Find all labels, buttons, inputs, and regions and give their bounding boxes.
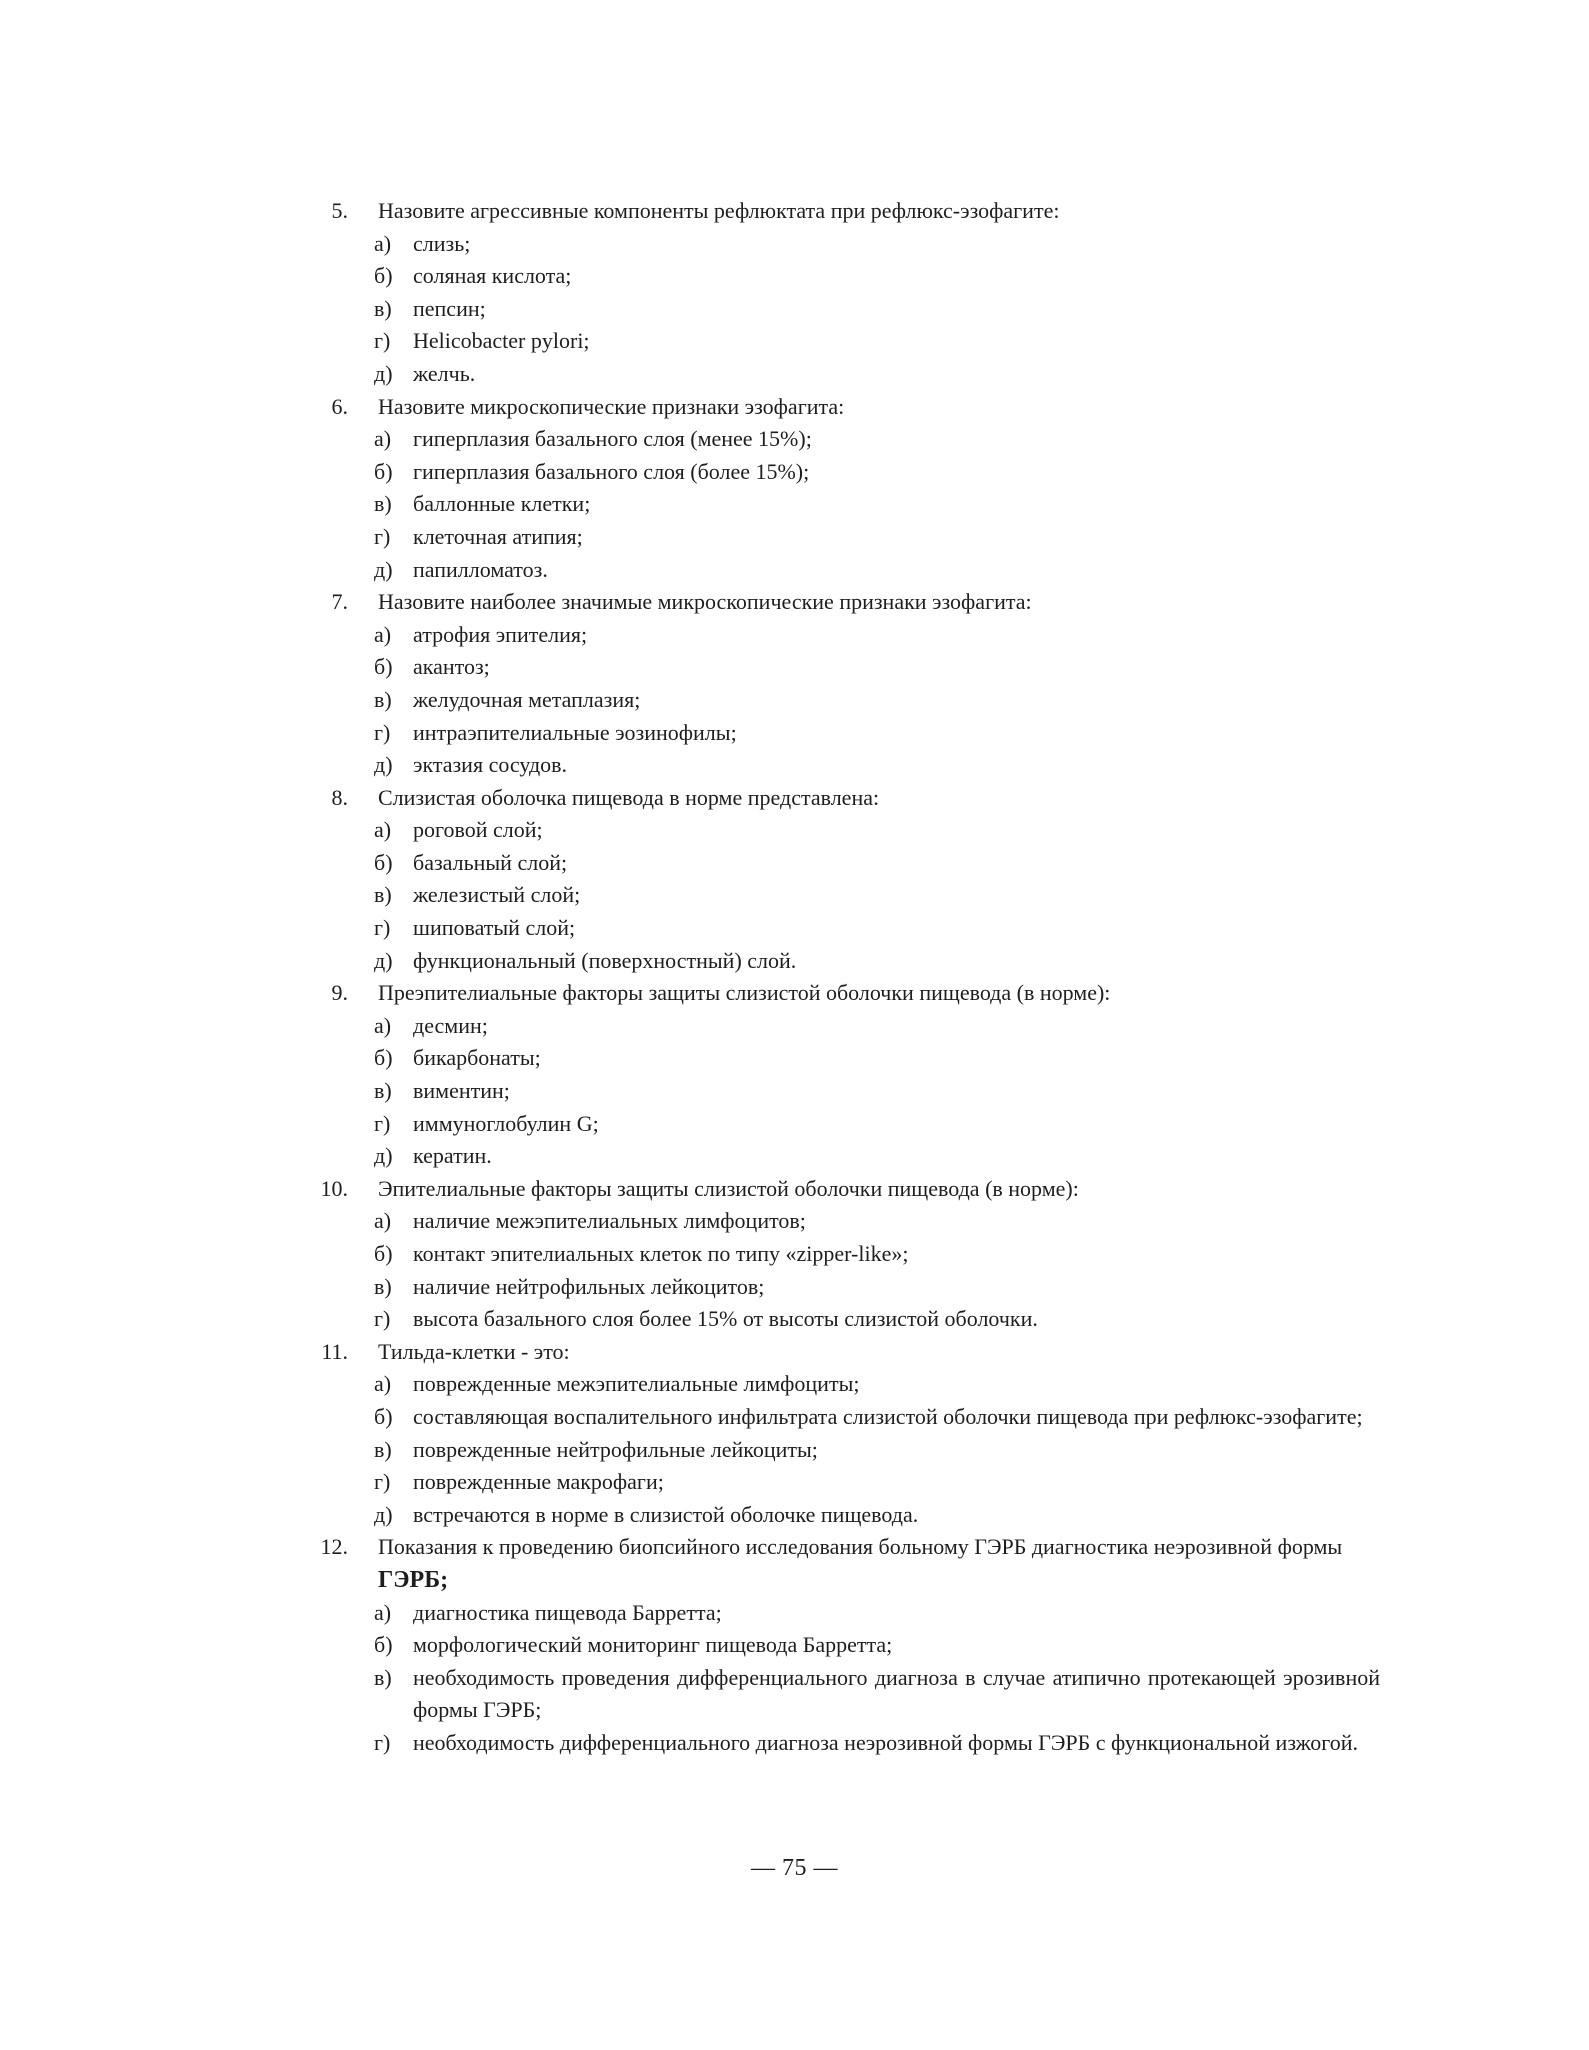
answer-option bbox=[300, 1401, 1380, 1434]
answer-option bbox=[300, 1597, 1380, 1630]
answer-list bbox=[300, 814, 1380, 977]
answer-option bbox=[300, 358, 1380, 391]
answer-text: десмин; bbox=[413, 1012, 488, 1038]
question-text-emphasis: ГЭРБ; bbox=[378, 1566, 449, 1593]
question-head bbox=[300, 782, 1380, 815]
answer-list bbox=[300, 1205, 1380, 1335]
answer-text: необходимость проведения дифференциального диагноза в случае атипично протекающей эрозивной формы ГЭРБ; bbox=[413, 1664, 1380, 1723]
question-text: Тильда-клетки - это: bbox=[378, 1338, 570, 1364]
answer-letter: а) bbox=[374, 1208, 392, 1234]
answer-option bbox=[300, 814, 1380, 847]
question-head bbox=[300, 977, 1380, 1010]
question-text: Эпителиальные факторы защиты слизистой оболочки пищевода (в норме): bbox=[378, 1175, 1079, 1201]
answer-text: необходимость дифференциального диагноза неэрозивной формы ГЭРБ с функциональной изжогой. bbox=[413, 1729, 1359, 1755]
answer-option bbox=[300, 945, 1380, 978]
question-5 bbox=[300, 195, 1380, 391]
answer-option bbox=[300, 749, 1380, 782]
answer-text: эктазия сосудов. bbox=[413, 752, 568, 778]
question-head bbox=[300, 586, 1380, 619]
answer-option bbox=[300, 1075, 1380, 1108]
answer-letter: в) bbox=[374, 882, 392, 908]
answer-text: поврежденные межэпителиальные лимфоциты; bbox=[413, 1371, 860, 1397]
answer-option bbox=[300, 651, 1380, 684]
answer-option bbox=[300, 1629, 1380, 1662]
answer-text: роговой слой; bbox=[413, 817, 543, 843]
answer-letter: г) bbox=[374, 1729, 391, 1755]
answer-list bbox=[300, 1368, 1380, 1531]
answer-letter: в) bbox=[374, 686, 392, 712]
answer-text: атрофия эпителия; bbox=[413, 621, 588, 647]
question-9 bbox=[300, 977, 1380, 1173]
answer-text: акантоз; bbox=[413, 654, 490, 680]
answer-option bbox=[300, 1010, 1380, 1043]
answer-text: железистый слой; bbox=[413, 882, 581, 908]
answer-letter: а) bbox=[374, 1599, 392, 1625]
answer-option bbox=[300, 423, 1380, 456]
page-number: — 75 — bbox=[751, 1855, 838, 1881]
answer-option bbox=[300, 912, 1380, 945]
answer-letter: г) bbox=[374, 328, 391, 354]
answer-letter: в) bbox=[374, 1664, 392, 1690]
answer-option bbox=[300, 554, 1380, 587]
question-head bbox=[300, 1531, 1380, 1596]
answer-text: поврежденные нейтрофильные лейкоциты; bbox=[413, 1436, 818, 1462]
answer-letter: д) bbox=[374, 556, 393, 582]
question-head bbox=[300, 195, 1380, 228]
answer-text: интраэпителиальные эозинофилы; bbox=[413, 719, 737, 745]
question-text: Назовите агрессивные компоненты рефлюктата при рефлюкс-эзофагите: bbox=[378, 198, 1060, 223]
question-6 bbox=[300, 391, 1380, 587]
answer-letter: в) bbox=[374, 1273, 392, 1299]
question-12 bbox=[300, 1531, 1380, 1759]
answer-list bbox=[300, 228, 1380, 391]
answer-letter: г) bbox=[374, 1469, 391, 1495]
answer-letter: д) bbox=[374, 1501, 393, 1527]
answer-text: бикарбонаты; bbox=[413, 1045, 541, 1071]
answer-list bbox=[300, 1597, 1380, 1760]
answer-option bbox=[300, 1368, 1380, 1401]
answer-option bbox=[300, 684, 1380, 717]
answer-option bbox=[300, 847, 1380, 880]
answer-option bbox=[300, 228, 1380, 261]
answer-letter: в) bbox=[374, 1078, 392, 1104]
question-text: Назовите микроскопические признаки эзофагита: bbox=[378, 393, 845, 419]
answer-option bbox=[300, 1108, 1380, 1141]
question-number: 12. bbox=[320, 1534, 348, 1560]
answer-letter: б) bbox=[374, 263, 393, 289]
answer-text: морфологический мониторинг пищевода Барретта; bbox=[413, 1632, 893, 1658]
answer-letter: д) bbox=[374, 360, 393, 386]
question-head bbox=[300, 391, 1380, 424]
answer-letter: г) bbox=[374, 1110, 391, 1136]
answer-letter: б) bbox=[374, 1241, 393, 1266]
answer-text: встречаются в норме в слизистой оболочке пищевода. bbox=[413, 1501, 919, 1527]
answer-text: функциональный (поверхностный) слой. bbox=[413, 947, 797, 973]
answer-letter: б) bbox=[374, 1632, 393, 1658]
answer-text: поврежденные макрофаги; bbox=[413, 1469, 664, 1495]
answer-text: наличие межэпителиальных лимфоцитов; bbox=[413, 1208, 806, 1234]
answer-text: папилломатоз. bbox=[413, 556, 548, 582]
answer-letter: д) bbox=[374, 947, 393, 973]
answer-option bbox=[300, 717, 1380, 750]
answer-option bbox=[300, 1140, 1380, 1173]
answer-text: желчь. bbox=[413, 360, 476, 386]
answer-list bbox=[300, 1010, 1380, 1173]
answer-letter: в) bbox=[374, 1436, 392, 1462]
answer-text: контакт эпителиальных клеток по типу «zipper-like»; bbox=[413, 1241, 909, 1266]
answer-option bbox=[300, 1662, 1380, 1727]
answer-option bbox=[300, 1205, 1380, 1238]
question-text: Преэпителиальные факторы защиты слизистой оболочки пищевода (в норме): bbox=[378, 980, 1111, 1006]
question-head bbox=[300, 1336, 1380, 1369]
question-text bbox=[378, 1531, 1380, 1596]
answer-text: пепсин; bbox=[413, 295, 486, 321]
answer-letter: а) bbox=[374, 426, 392, 452]
question-head bbox=[300, 1173, 1380, 1206]
answer-option bbox=[300, 456, 1380, 489]
answer-letter: г) bbox=[374, 719, 391, 745]
answer-letter: а) bbox=[374, 621, 392, 647]
answer-letter: б) bbox=[374, 654, 393, 680]
question-text-main: Показания к проведению биопсийного исследования больному ГЭРБ диагностика неэрозивной формы bbox=[378, 1534, 1343, 1560]
answer-option bbox=[300, 619, 1380, 652]
answer-text: клеточная атипия; bbox=[413, 523, 583, 549]
question-8 bbox=[300, 782, 1380, 978]
answer-letter: в) bbox=[374, 491, 392, 517]
answer-option bbox=[300, 1303, 1380, 1336]
answer-text: гиперплазия базального слоя (более 15%); bbox=[413, 458, 810, 484]
answer-letter: д) bbox=[374, 752, 393, 778]
question-7 bbox=[300, 586, 1380, 782]
question-text: Назовите наиболее значимые микроскопические признаки эзофагита: bbox=[378, 589, 1032, 615]
answer-list bbox=[300, 619, 1380, 782]
answer-text: диагностика пищевода Барретта; bbox=[413, 1599, 722, 1625]
question-number: 7. bbox=[331, 589, 348, 615]
answer-text: базальный слой; bbox=[413, 849, 568, 875]
answer-letter: б) bbox=[374, 849, 393, 875]
question-number: 5. bbox=[331, 198, 348, 223]
question-number: 11. bbox=[321, 1338, 348, 1364]
answer-letter: а) bbox=[374, 1012, 392, 1038]
answer-letter: г) bbox=[374, 1306, 391, 1332]
question-text: Слизистая оболочка пищевода в норме представлена: bbox=[378, 784, 880, 810]
question-number: 6. bbox=[331, 393, 348, 419]
question-10 bbox=[300, 1173, 1380, 1336]
answer-letter: г) bbox=[374, 915, 391, 941]
answer-text: баллонные клетки; bbox=[413, 491, 591, 517]
question-number: 8. bbox=[331, 784, 348, 810]
answer-option bbox=[300, 1434, 1380, 1467]
answer-text: составляющая воспалительного инфильтрата слизистой оболочки пищевода при рефлюкс-эзофагите; bbox=[413, 1403, 1363, 1429]
answer-letter: б) bbox=[374, 458, 393, 484]
answer-option bbox=[300, 1499, 1380, 1532]
answer-letter: б) bbox=[374, 1045, 393, 1071]
answer-option bbox=[300, 1466, 1380, 1499]
answer-letter: б) bbox=[374, 1403, 393, 1429]
answer-option bbox=[300, 260, 1380, 293]
answer-letter: в) bbox=[374, 295, 392, 321]
question-number: 10. bbox=[320, 1175, 348, 1201]
answer-text: иммуноглобулин G; bbox=[413, 1110, 599, 1136]
answer-option bbox=[300, 325, 1380, 358]
answer-text: высота базального слоя более 15% от высоты слизистой оболочки. bbox=[413, 1306, 1038, 1332]
answer-option bbox=[300, 1271, 1380, 1304]
answer-letter: а) bbox=[374, 817, 392, 843]
answer-option bbox=[300, 879, 1380, 912]
answer-text: соляная кислота; bbox=[413, 263, 572, 289]
answer-list bbox=[300, 423, 1380, 586]
answer-text: кератин. bbox=[413, 1143, 492, 1169]
answer-letter: а) bbox=[374, 230, 392, 256]
answer-option bbox=[300, 293, 1380, 326]
answer-option bbox=[300, 1042, 1380, 1075]
answer-text: наличие нейтрофильных лейкоцитов; bbox=[413, 1273, 765, 1299]
answer-option bbox=[300, 521, 1380, 554]
answer-text: шиповатый слой; bbox=[413, 915, 576, 941]
answer-text: гиперплазия базального слоя (менее 15%); bbox=[413, 426, 812, 452]
question-number: 9. bbox=[331, 980, 348, 1006]
answer-letter: д) bbox=[374, 1143, 393, 1169]
answer-text: слизь; bbox=[413, 230, 471, 256]
answer-letter: г) bbox=[374, 523, 391, 549]
answer-text: желудочная метаплазия; bbox=[413, 686, 641, 712]
answer-text: виментин; bbox=[413, 1078, 510, 1104]
answer-text: Helicobacter pylori; bbox=[413, 328, 590, 354]
answer-letter: а) bbox=[374, 1371, 392, 1397]
question-11 bbox=[300, 1336, 1380, 1532]
answer-option bbox=[300, 1727, 1380, 1760]
question-list bbox=[300, 195, 1380, 1760]
answer-option bbox=[300, 488, 1380, 521]
answer-option bbox=[300, 1238, 1380, 1271]
